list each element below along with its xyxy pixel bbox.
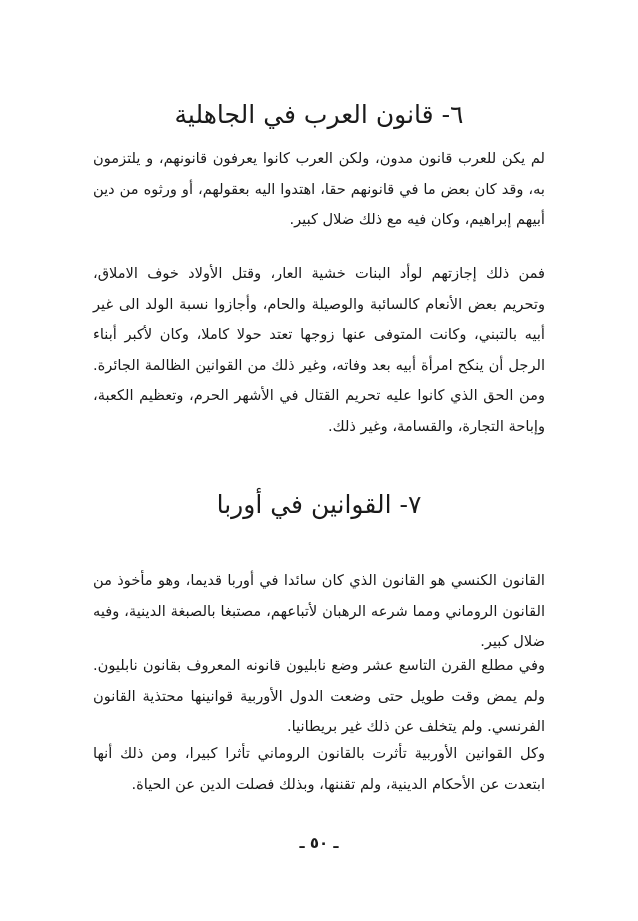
section-7-heading: ٧- القوانين في أوربا bbox=[216, 490, 422, 519]
section-6-heading: ٦- قانون العرب في الجاهلية bbox=[174, 100, 464, 129]
section-6-paragraph-1: لم يكن للعرب قانون مدون، ولكن العرب كانوا يعرفون قانونهم، و يلتزمون به، وقد كان بعض ما في قانونهم حقا، اهتدوا اليه بعقولهم، أو ورثوه من دين أبيهم إبراهيم، وكان فيه مع ذلك ضلال كبير. bbox=[93, 150, 545, 228]
section-6-paragraph-2: فمن ذلك إجازتهم لوأد البنات خشية العار، وقتل الأولاد خوف الاملاق، وتحريم بعض الأنعام كالسائبة والوصيلة والحام، وأجازوا نسبة الولد الى غير أبيه بالتبني، وكانت المتوفى عنها زوجها تعتد حولا كاملا، وكان لأكبر أبناء الرجل أن ينكح امرأة أبيه بعد وفاته، وغير ذلك من القوانين الظالمة الجائرة. ومن الحق الذي كانوا عليه تحريم القتال في الأشهر الحرم، وتعظيم الكعبة، وإباحة التجارة، والقسامة، وغير ذلك. bbox=[93, 265, 545, 435]
section-7-paragraph-2: وفي مطلع القرن التاسع عشر وضع نابليون قانونه المعروف بقانون نابليون. ولم يمض وقت طويل حتى وضعت الدول الأوربية قوانينها محتذية القانون الفرنسي. ولم يتخلف عن ذلك غير بريطانيا. bbox=[93, 657, 545, 735]
section-7-paragraph-3: وكل القوانين الأوربية تأثرت بالقانون الروماني تأثرا كبيرا، ومن ذلك أنها ابتعدت عن الأحكام الدينية، ولم تقننها، وبذلك فصلت الدين عن الحياة. bbox=[93, 745, 545, 793]
page-number: ـ ٥٠ ـ bbox=[299, 834, 339, 852]
section-7-paragraph-1: القانون الكنسي هو القانون الذي كان سائدا في أوربا قديما، وهو مأخوذ من القانون الروماني ومما شرعه الرهبان لأتباعهم، مصتبغا بالصبغة الدينية، وفيه ضلال كبير. bbox=[93, 572, 545, 650]
